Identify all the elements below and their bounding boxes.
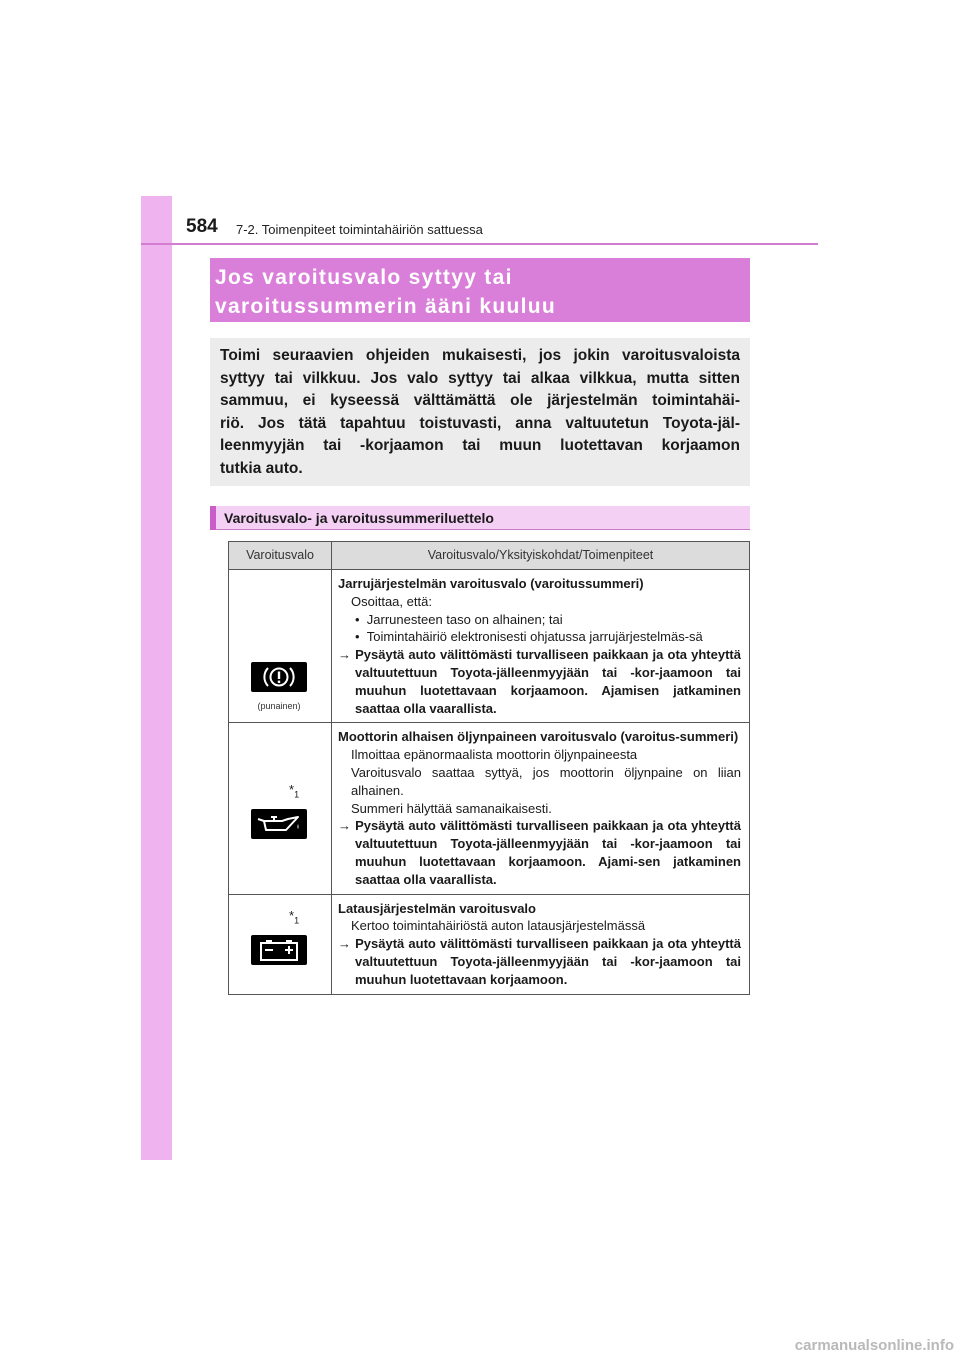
bullet-glyph: • <box>355 629 360 645</box>
lamp-cell <box>229 723 332 894</box>
action-text <box>338 646 741 717</box>
bullet-glyph: • <box>355 611 360 627</box>
column-header-details: Varoitusvalo/Yksityiskohdat/Toimenpiteet <box>332 542 750 570</box>
action-text <box>338 817 741 888</box>
brake-warning-icon <box>251 662 307 692</box>
subsection-heading <box>210 506 750 530</box>
table-row <box>229 894 750 994</box>
arrow-icon: → <box>338 936 351 952</box>
bullet-text: Toimintahäiriö elektronisesti ohjatussa jarrujärjestelmäs-sä <box>366 629 703 645</box>
intro-line: riö. Jos tätä tapahtuu toistuvasti, anna valtuutetun Toyota-jäl- <box>220 414 740 432</box>
list-item <box>338 611 741 629</box>
watermark: carmanualsonline.info <box>794 1337 954 1354</box>
oil-pressure-icon <box>251 809 307 839</box>
lamp-cell <box>229 894 332 994</box>
section-title-line-1: Jos varoitusvalo syttyy tai <box>215 266 513 289</box>
action-instruction: Pysäytä auto välittömästi turvalliseen paikkaan ja ota yhteyttä valtuutettuun Toyota-jälleenmyyjään tai -kor-jaamoon tai muuhun luotettavaan korjaamoon. Ajamisen jatkaminen saattaa olla vaarallista. <box>355 647 741 716</box>
battery-charge-icon <box>251 935 307 965</box>
warning-description: Kertoo toimintahäiriöstä auton latausjärjestelmässä <box>351 918 646 934</box>
header-rule <box>141 243 818 245</box>
details-cell <box>332 723 750 894</box>
list-item <box>338 628 741 646</box>
column-header-lamp: Varoitusvalo <box>229 542 332 570</box>
warning-intro: Osoittaa, että: <box>351 593 432 609</box>
intro-line: tutkia auto. <box>220 459 303 477</box>
intro-line: sammuu, ei kyseessä välttämättä ole järjestelmän toimintahäi- <box>220 392 740 409</box>
arrow-icon: → <box>338 647 351 663</box>
warning-description: Summeri hälyttää samanaikaisesti. <box>351 800 552 816</box>
lamp-cell <box>229 570 332 723</box>
intro-line: Toimi seuraavien ohjeiden mukaisesti, jos jokin varoitusvaloista <box>220 347 740 364</box>
warning-description: Ilmoittaa epänormaalista moottorin öljynpaineesta <box>351 747 638 763</box>
intro-box <box>210 338 750 486</box>
section-title-line-2: varoitussummerin ääni kuuluu <box>215 295 556 318</box>
intro-line: leenmyyjän tai -korjaamon tai muun luotettavan korjaamon <box>220 437 740 454</box>
footnote-marker: $*_1$ <box>289 782 300 800</box>
details-cell <box>332 570 750 723</box>
table-row <box>229 723 750 894</box>
lamp-color-label: (punainen) <box>257 701 301 711</box>
action-text <box>338 935 741 988</box>
section-banner <box>210 258 750 322</box>
side-strip <box>141 196 172 1160</box>
chapter-title: 7-2. Toimenpiteet toimintahäiriön sattuessa <box>236 222 483 237</box>
bullet-text: Jarrunesteen taso on alhainen; tai <box>366 611 563 627</box>
arrow-icon: → <box>338 818 351 834</box>
action-instruction: Pysäytä auto välittömästi turvalliseen paikkaan ja ota yhteyttä valtuutettuun Toyota-jälleenmyyjään tai -kor-jaamoon tai muuhun luotettavaan korjaamoon. Ajami-sen jatkaminen saattaa olla vaarallista. <box>355 818 741 887</box>
intro-line: syttyy tai vilkkuu. Jos valo syttyy tai alkaa vilkkua, mutta sitten <box>220 369 740 387</box>
subsection-title: Varoitusvalo- ja varoitussummeriluettelo <box>224 510 494 526</box>
action-instruction: Pysäytä auto välittömästi turvalliseen paikkaan ja ota yhteyttä valtuutettuun Toyota-jälleenmyyjään tai -kor-jaamoon tai muuhun luotettavaan korjaamoon. <box>355 936 741 987</box>
table-row <box>229 570 750 723</box>
warning-title: Moottorin alhaisen öljynpaineen varoitusvalo (varoitus-summeri) <box>338 729 739 745</box>
warning-title: Latausjärjestelmän varoitusvalo <box>338 900 536 916</box>
details-cell <box>332 894 750 994</box>
warning-description: Varoitusvalo saattaa syttyä, jos moottorin öljynpaine on liian alhainen. <box>351 764 741 798</box>
table-header-row <box>229 542 750 570</box>
page-number: 584 <box>186 216 218 237</box>
warning-title: Jarrujärjestelmän varoitusvalo (varoitussummeri) <box>338 576 644 591</box>
warning-table <box>228 541 750 995</box>
footnote-marker: $*_1$ <box>289 907 300 926</box>
